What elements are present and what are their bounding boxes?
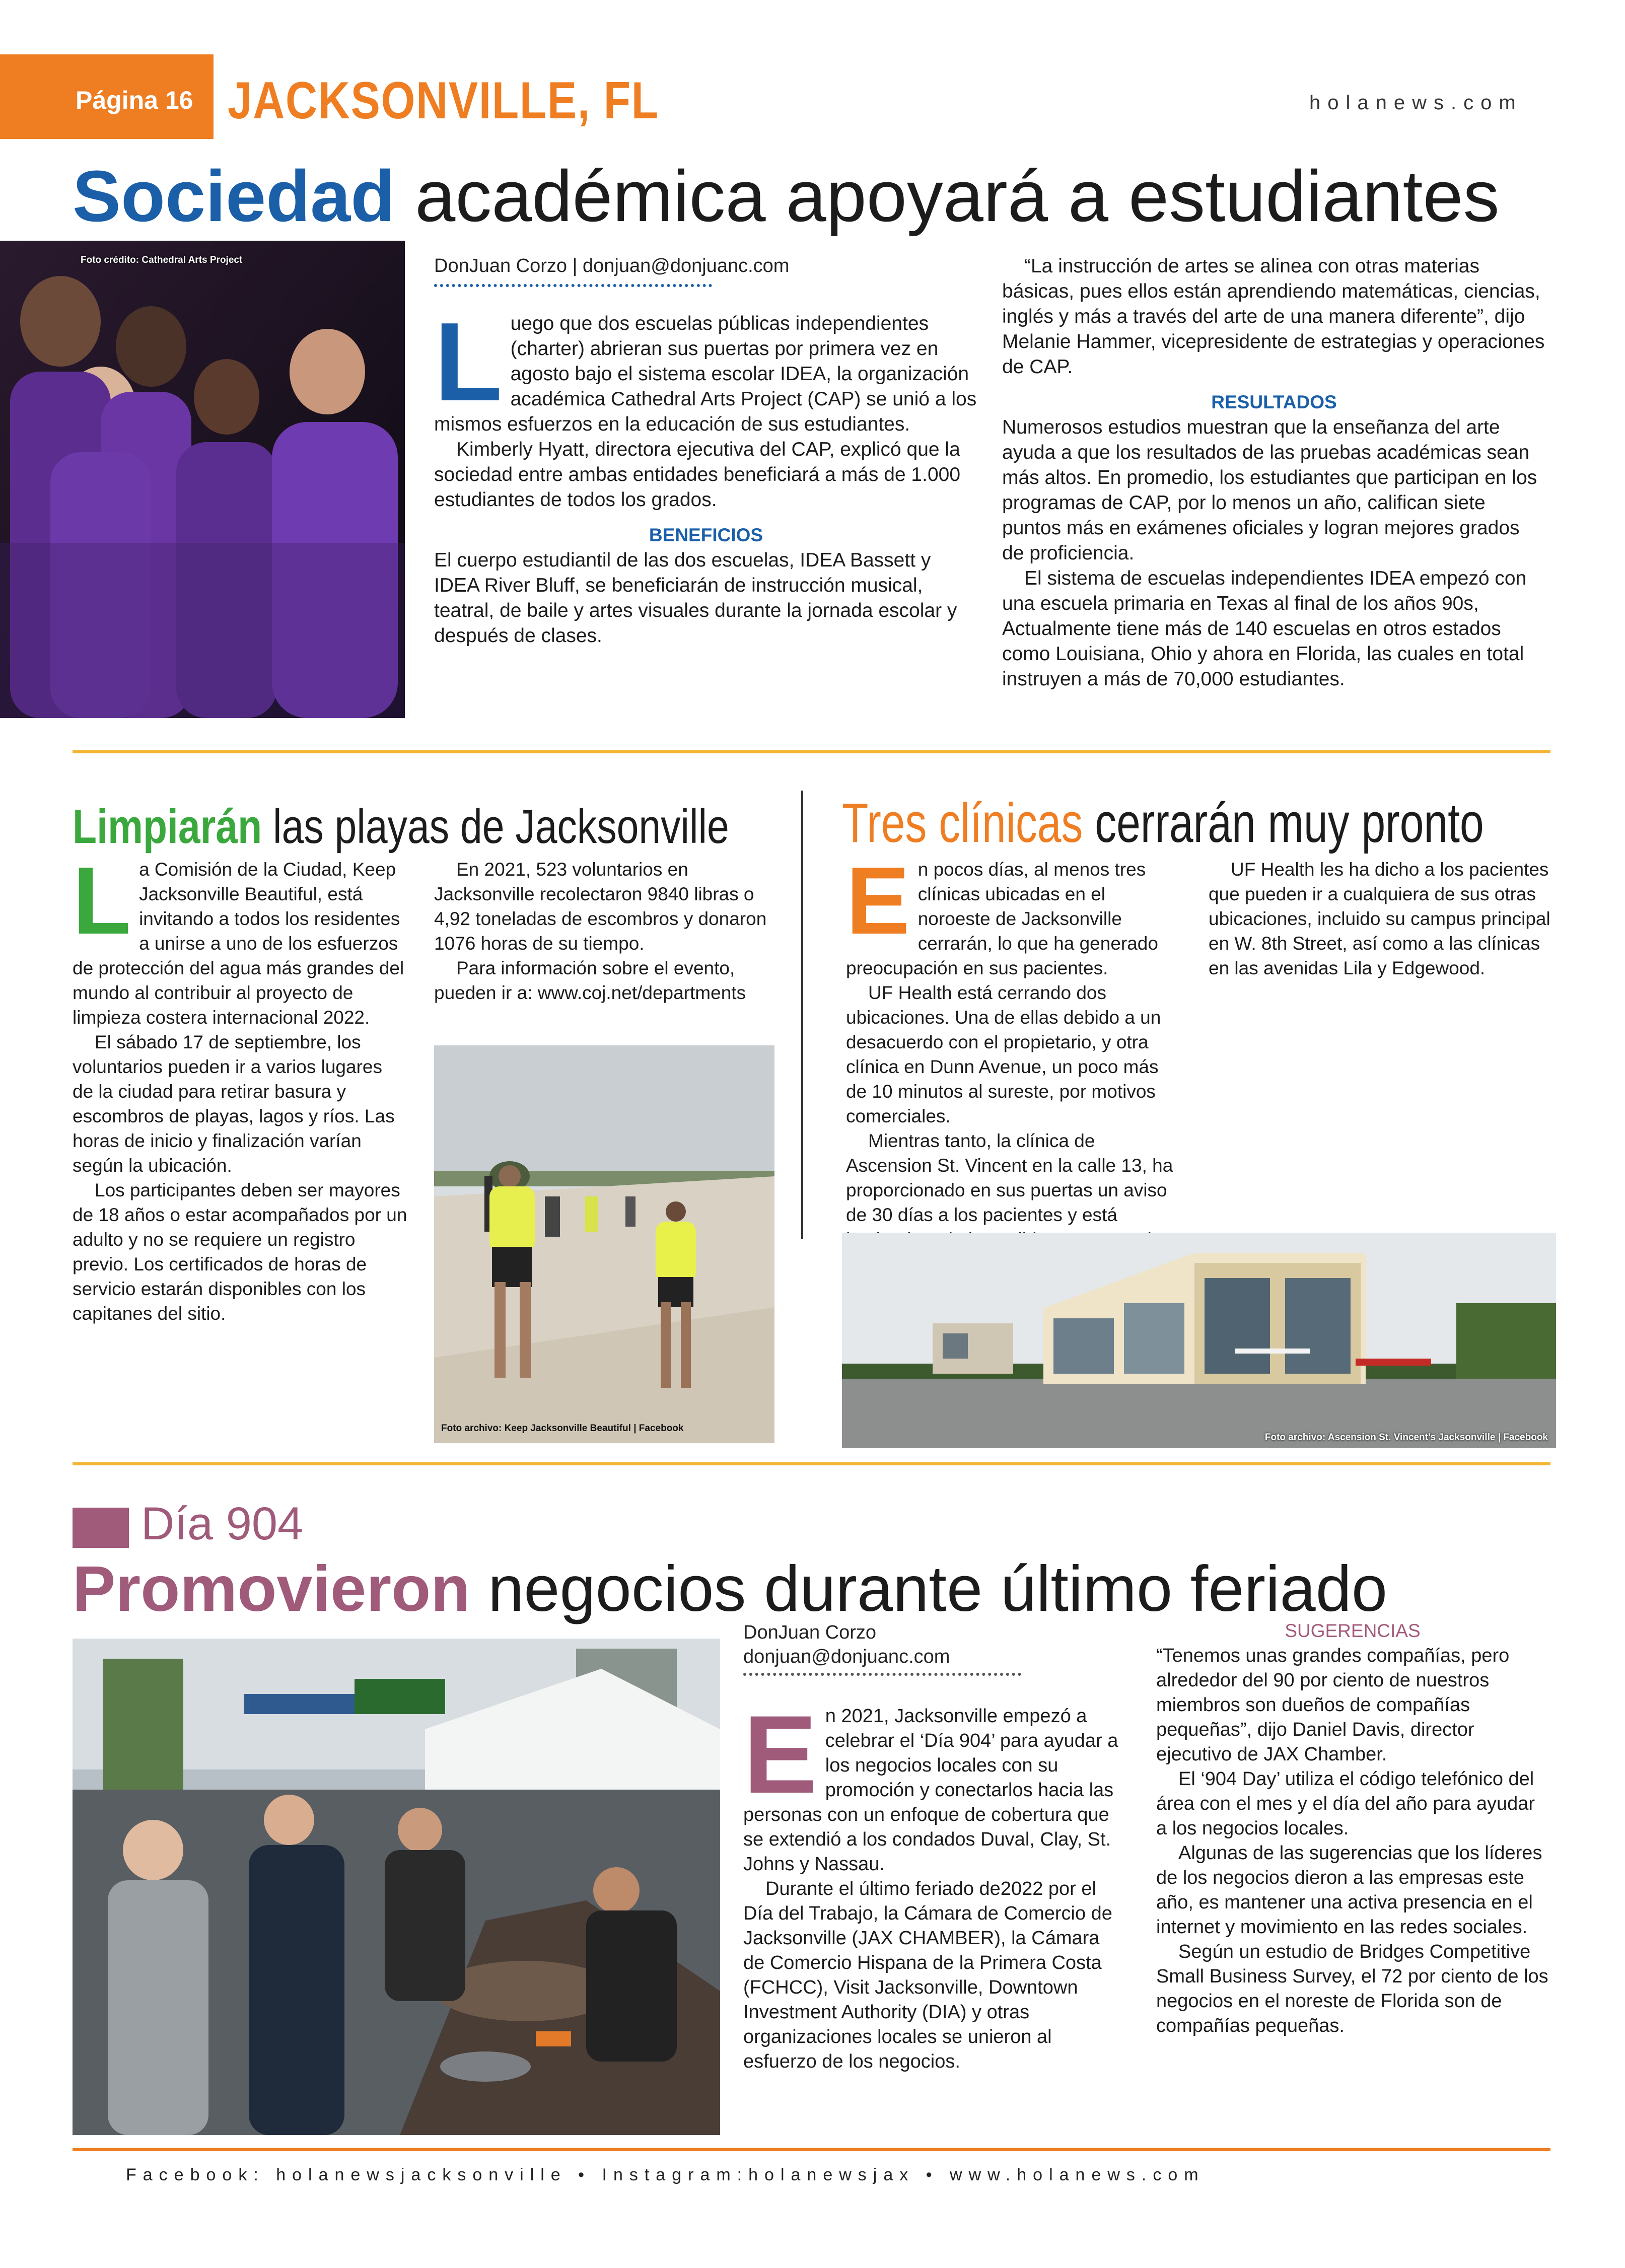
footer-social-links: Facebook: holanewsjacksonville • Instagram:holanewsjax • www.holanews.com (126, 2165, 1205, 2184)
students-choir-photo (0, 241, 405, 718)
paragraph: a Comisión de la Ciudad, Keep Jacksonville Beautiful, está invitando a todos los residentes a unirse a uno de los esfuerzos de protección del agua más grandes del mundo al contribuir al proyecto de limpieza costera internacional 2022. (73, 859, 404, 1028)
article1-column-2 (1002, 254, 1546, 692)
article4-column-2 (1156, 1618, 1549, 2038)
photo-credit: Foto archivo: Ascension St. Vincent’s Jacksonville | Facebook (1264, 1432, 1548, 1443)
photo-credit: Foto crédito: Cathedral Arts Project (81, 255, 243, 265)
headline-rest: cerrarán muy pronto (1095, 792, 1484, 854)
subhead: SUGERENCIAS (1285, 1620, 1421, 1641)
headline-accent: Sociedad (73, 156, 395, 237)
dropcap: L (73, 847, 131, 954)
article3-headline (842, 792, 1484, 854)
byline-email: donjuan@donjuanc.com (743, 1646, 950, 1667)
article2-column-2 (434, 857, 776, 1005)
article3-column-2 (1209, 857, 1551, 980)
headline-rest: académica apoyará a estudiantes (415, 156, 1500, 237)
footer-rule (73, 2148, 1550, 2151)
article1-headline (73, 156, 1500, 237)
paragraph: Para información sobre el evento, pueden ir a: www.coj.net/departments (434, 958, 746, 1003)
subhead: BENEFICIOS (649, 525, 763, 545)
paragraph: El sistema de escuelas independientes IDEA empezó con una escuela primaria en Texas al final de los años 90s, Actualmente tiene más de 140 escuelas en otros estados como Louisiana, Ohio y ahora en Florida, las cuales en total instruyen a más de 70,000 estudiantes. (1002, 568, 1527, 690)
paragraph: Kimberly Hyatt, directora ejecutiva del CAP, explicó que la sociedad entre ambas entidades beneficiará a más de 1.000 estudiantes de todos los grados. (434, 439, 961, 511)
paragraph: Los participantes deben ser mayores de 18 años o estar acompañados por un adulto y no se requiere un registro previo. Los certificados de horas de servicio estarán disponibles con los capitanes del sitio. (73, 1180, 407, 1324)
headline-rest: negocios durante último feriado (488, 1553, 1388, 1625)
byline: DonJuan Corzo | donjuan@donjuanc.com (434, 255, 790, 276)
paragraph: El cuerpo estudiantil de las dos escuelas, IDEA Bassett y IDEA River Bluff, se beneficiarán de instrucción musical, teatral, de baile y artes visuales durante la jornada escolar y después de clases. (434, 549, 957, 647)
kicker-color-box (73, 1508, 129, 1548)
paragraph: UF Health les ha dicho a los pacientes que pueden ir a cualquiera de sus otras ubicaciones, incluido su campus principal en W. 8th Street, así como a las clínicas en las avenidas Lila y Edgewood. (1209, 859, 1550, 978)
page-number-tab (0, 54, 214, 139)
subhead: RESULTADOS (1211, 392, 1337, 412)
paragraph: “La instrucción de artes se alinea con otras materias básicas, pues ellos están aprendiendo matemáticas, ciencias, inglés y más a través del arte de una manera diferente”, dijo Melanie Hammer, vicepresidente de estrategias y operaciones de CAP. (1002, 255, 1545, 378)
section-divider (73, 1462, 1550, 1465)
paragraph: Según un estudio de Bridges Competitive Small Business Survey, el 72 por ciento de los negocios en el noreste de Florida son de compañías pequeñas. (1156, 1941, 1548, 2036)
paragraph: Numerosos estudios muestran que la enseñanza del arte ayuda a que los resultados de las pruebas académicas sean más altos. En promedio, los estudiantes que participan en los programas de CAP, por lo menos un año, califican siete puntos más en exámenes oficiales y logran mejores grados de proficiencia. (1002, 416, 1537, 564)
headline-accent: Limpiarán (73, 800, 262, 854)
headline-accent: Promovieron (73, 1553, 470, 1625)
section-divider (73, 750, 1550, 753)
headline-accent: Tres clínicas (842, 792, 1083, 854)
paragraph: n pocos días, al menos tres clínicas ubicadas en el noroeste de Jacksonville cerrarán, lo que ha generado preocupación en sus pacientes. (846, 859, 1158, 978)
paragraph: uego que dos escuelas públicas independientes (charter) abrieran sus puertas por primera vez en agosto bajo el sistema escolar IDEA, la organización académica Cathedral Arts Project (CAP) se unió a los mismos esfuerzos en la educación de sus estudiantes. (434, 313, 977, 435)
festival-crowd-photo (73, 1639, 720, 2135)
headline-rest: las playas de Jacksonville (273, 800, 729, 854)
article4-kicker: Día 904 (141, 1498, 304, 1549)
clinic-building-photo (842, 1233, 1556, 1448)
paragraph: “Tenemos unas grandes compañías, pero alrededor del 90 por ciento de nuestros miembros son dueños de compañías pequeñas”, dijo Daniel Davis, director ejecutivo de JAX Chamber. (1156, 1645, 1510, 1765)
byline-divider (434, 283, 712, 287)
article4-headline (73, 1553, 1388, 1625)
paragraph: UF Health está cerrando dos ubicaciones. Una de ellas debido a un desacuerdo con el propietario, y otra clínica en Dunn Avenue, un poco más de 10 minutos al sureste, por motivos comerciales. (846, 982, 1161, 1126)
byline-name: DonJuan Corzo (743, 1622, 877, 1643)
page-number: Página 16 (76, 86, 193, 114)
paragraph: Mientras tanto, la clínica de Ascension St. Vincent en la calle 13, ha proporcionado en sus puertas un aviso de 30 días a los pacientes y está (846, 1130, 1173, 1225)
article2-headline (73, 800, 729, 854)
paragraph: El ‘904 Day’ utiliza el código telefónico del área con el mes y el día del año para ayudar a los negocios locales. (1156, 1768, 1535, 1839)
article1-column-1 (434, 254, 978, 649)
paragraph: n 2021, Jacksonville empezó a celebrar el ‘Día 904’ para ayudar a los negocios locales con su promoción y conectarlos hacia las personas con un enfoque de cobertura que se extendió a los condados Duval, Clay, St. Johns y Nassau. (743, 1706, 1118, 1875)
section-title: JACKSONVILLE, FL (228, 72, 659, 130)
beach-cleanup-photo (434, 1045, 774, 1443)
dropcap: E (846, 847, 910, 954)
byline-divider (743, 1672, 1021, 1676)
dropcap: E (743, 1692, 817, 1816)
site-url: holanews.com (1309, 92, 1523, 114)
paragraph: Algunas de las sugerencias que los líderes de los negocios dieron a las empresas este año, es mantener una activa presencia en el internet y movimiento en las redes sociales. (1156, 1842, 1542, 1938)
column-divider (801, 791, 803, 1239)
paragraph: En 2021, 523 voluntarios en Jacksonville recolectaron 9840 libras o 4,92 toneladas de escombros y donaron 1076 horas de su tiempo. (434, 859, 767, 954)
paragraph: El sábado 17 de septiembre, los voluntarios pueden ir a varios lugares de la ciudad para retirar basura y escombros de playas, lagos y ríos. Las horas de inicio y finalización varían según la ubicación. (73, 1032, 395, 1176)
paragraph: Durante el último feriado de2022 por el Día del Trabajo, la Cámara de Comercio de Jacksonville (JAX CHAMBER), la Cámara de Comercio Hispana de la Primera Costa (FCHCC), Visit Jacksonville, Downtown Investment Authority (DIA) y otras organizaciones locales se unieron al esfuerzo de los negocios. (743, 1878, 1112, 2072)
article4-column-1 (743, 1620, 1126, 2074)
dropcap: L (434, 300, 503, 424)
article2-column-1 (73, 847, 407, 1326)
photo-credit: Foto archivo: Keep Jacksonville Beautiful | Facebook (441, 1423, 684, 1434)
